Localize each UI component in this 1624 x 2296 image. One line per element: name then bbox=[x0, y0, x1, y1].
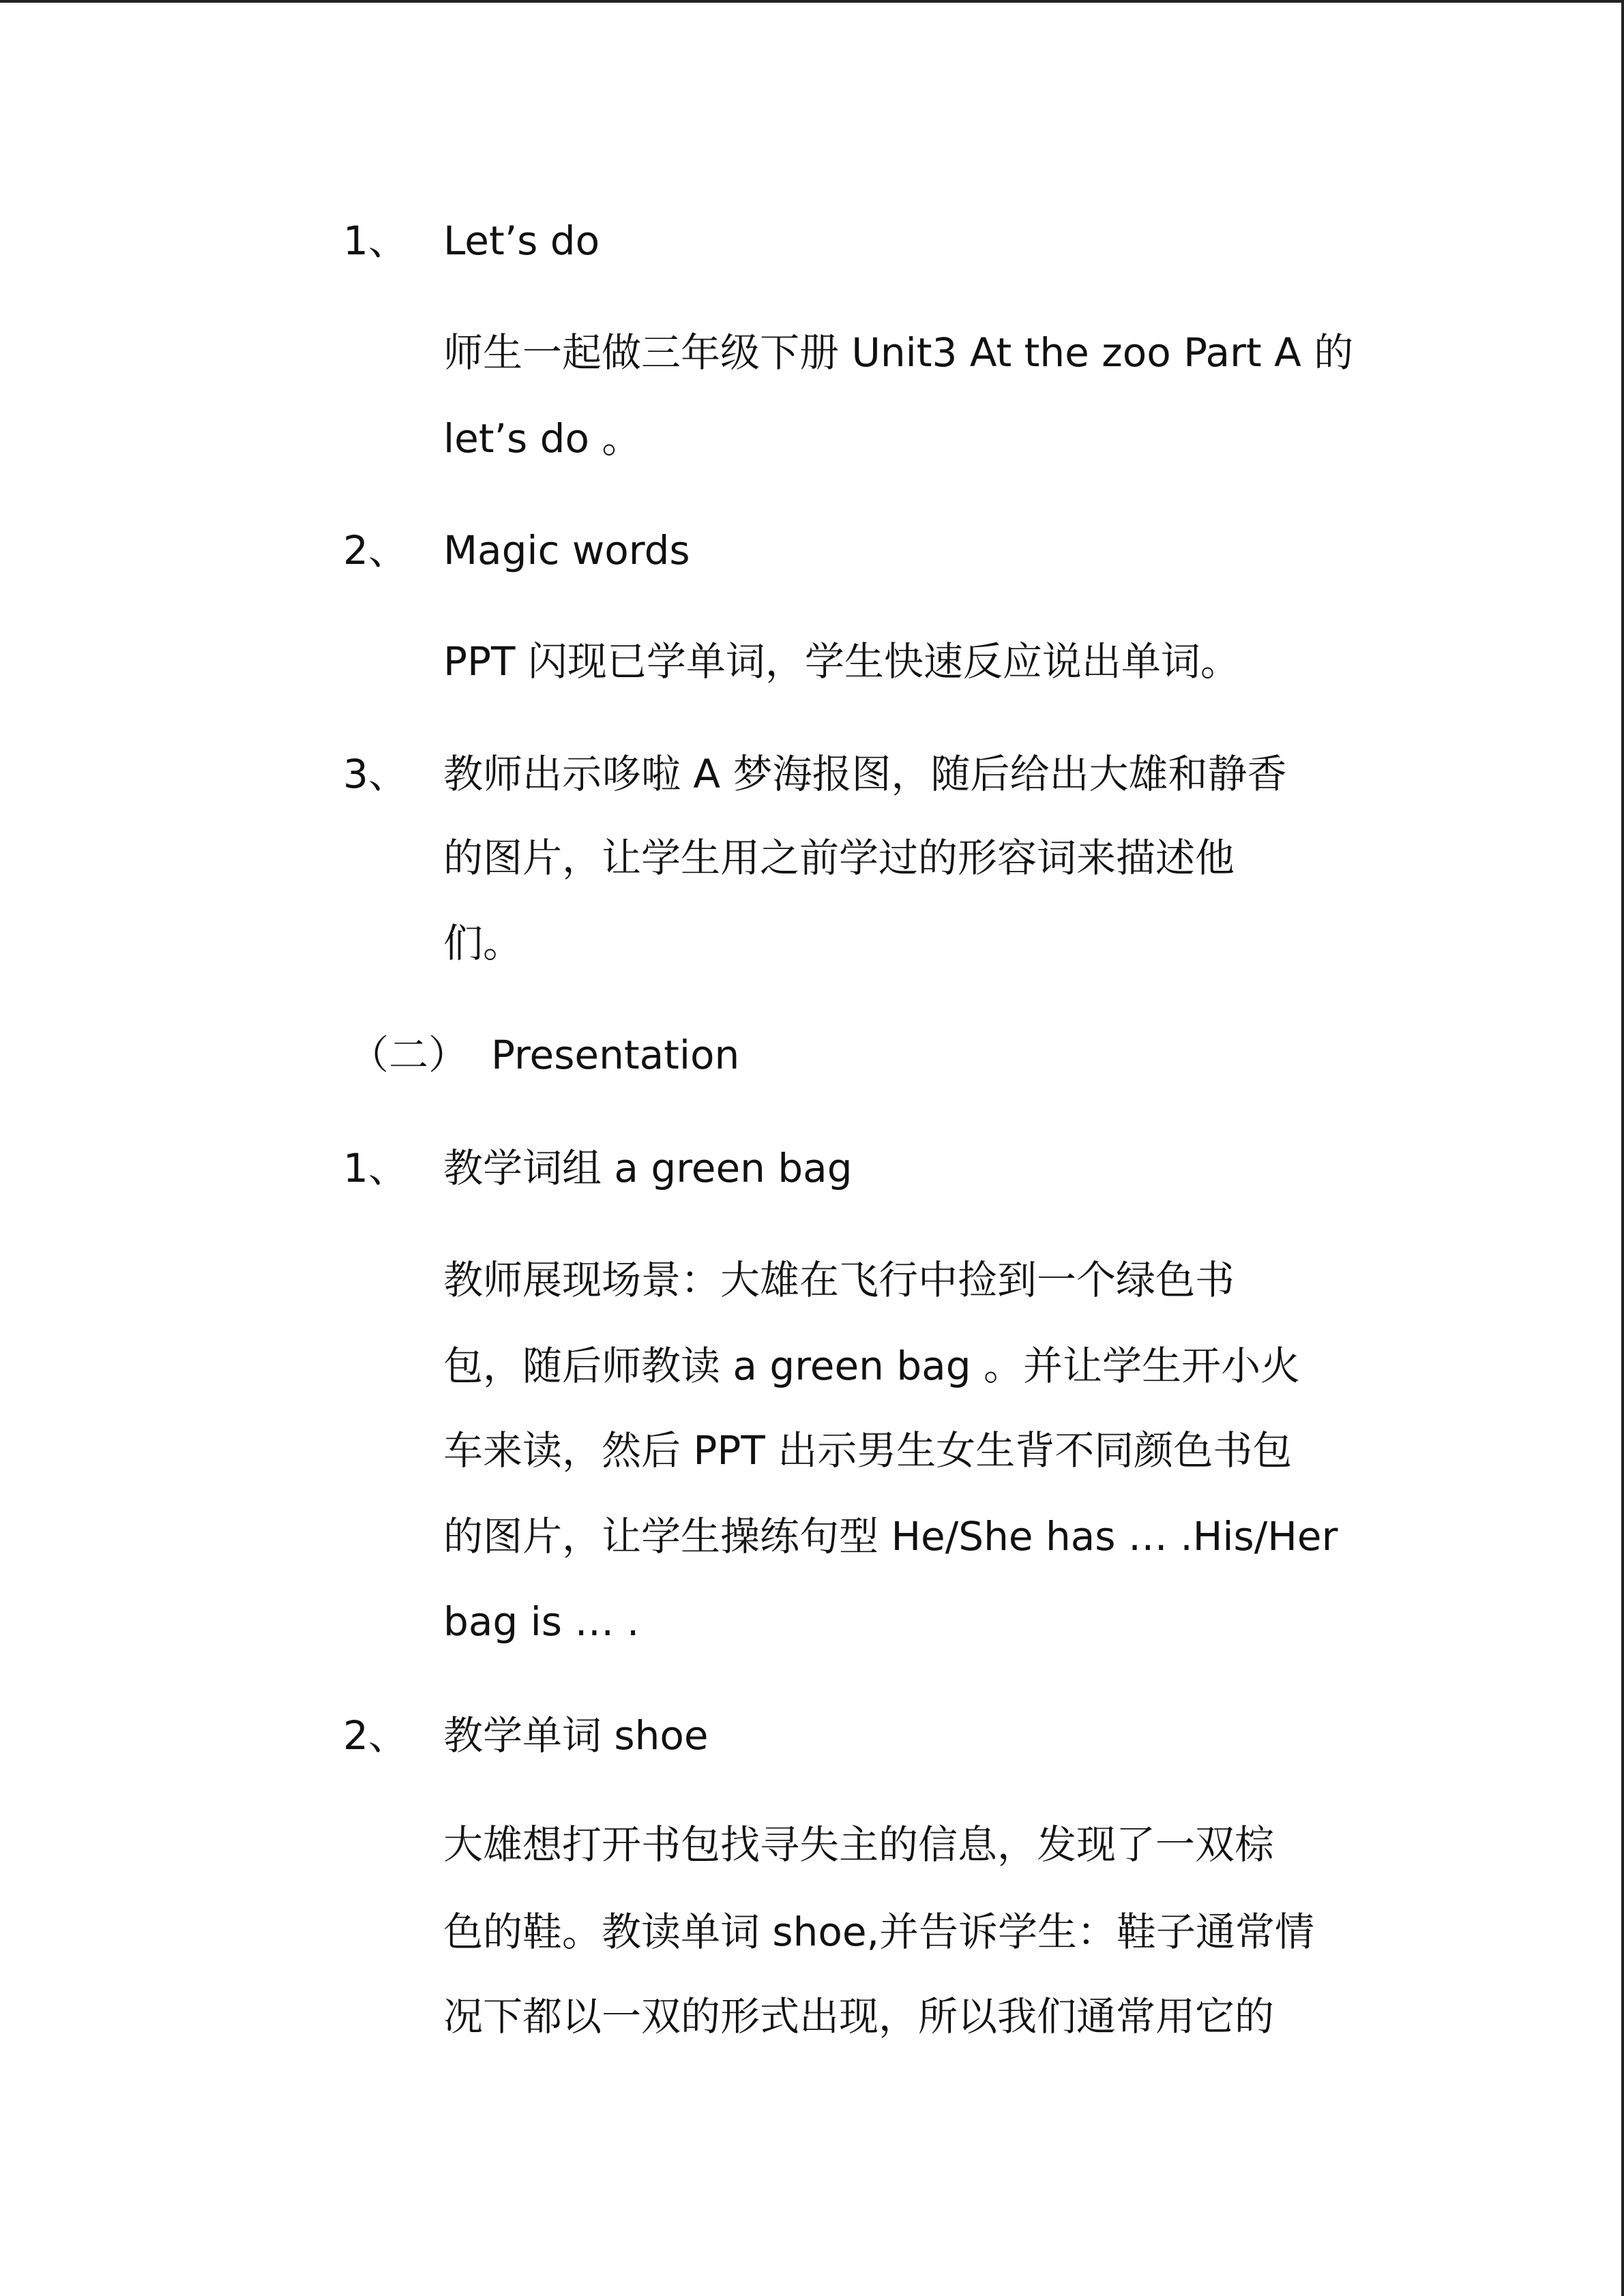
paragraph-text: 的图片，让学生用之前学过的形容词来描述他 bbox=[443, 835, 1235, 881]
item-number: 2、 bbox=[343, 527, 408, 573]
paragraph-text: 大雄想打开书包找寻失主的信息，发现了一双棕 bbox=[443, 1821, 1275, 1868]
item-number: 3、 bbox=[343, 751, 408, 797]
paragraph-text: 包，随后师教读 a green bag 。并让学生开小火 bbox=[443, 1343, 1300, 1389]
paragraph-text: 教师展现场景：大雄在飞行中捡到一个绿色书 bbox=[443, 1257, 1235, 1303]
item-title: 教学词组 a green bag bbox=[443, 1145, 853, 1191]
item-title: Magic words bbox=[443, 527, 690, 573]
paragraph-text: let’s do 。 bbox=[443, 415, 642, 462]
page-border-right bbox=[1621, 0, 1624, 2296]
paragraph-text: 师生一起做三年级下册 Unit3 At the zoo Part A 的 bbox=[443, 329, 1354, 376]
item-title: Let’s do bbox=[443, 218, 600, 264]
paragraph-text: 的图片，让学生操练句型 He/She has … .His/Her bbox=[443, 1513, 1338, 1560]
item-number: 2、 bbox=[343, 1712, 408, 1759]
section-title: Presentation bbox=[491, 1032, 740, 1078]
item-number: 1、 bbox=[343, 1145, 408, 1191]
paragraph-text: bag is … . bbox=[443, 1598, 640, 1645]
paragraph-text: PPT 闪现已学单词，学生快速反应说出单词。 bbox=[443, 638, 1240, 685]
paragraph-text: 车来读，然后 PPT 出示男生女生背不同颜色书包 bbox=[443, 1427, 1293, 1474]
paragraph-text: 色的鞋。教读单词 shoe,并告诉学生：鞋子通常情 bbox=[443, 1909, 1315, 1955]
item-title: 教学单词 shoe bbox=[443, 1712, 709, 1759]
paragraph-text: 们。 bbox=[443, 920, 523, 966]
section-number: （二） bbox=[349, 1032, 469, 1078]
paragraph-text: 况下都以一双的形式出现，所以我们通常用它的 bbox=[443, 1993, 1275, 2040]
page-border-top bbox=[0, 0, 1624, 3]
item-number: 1、 bbox=[343, 218, 408, 264]
paragraph-text: 教师出示哆啦 A 梦海报图，随后给出大雄和静香 bbox=[443, 751, 1287, 797]
